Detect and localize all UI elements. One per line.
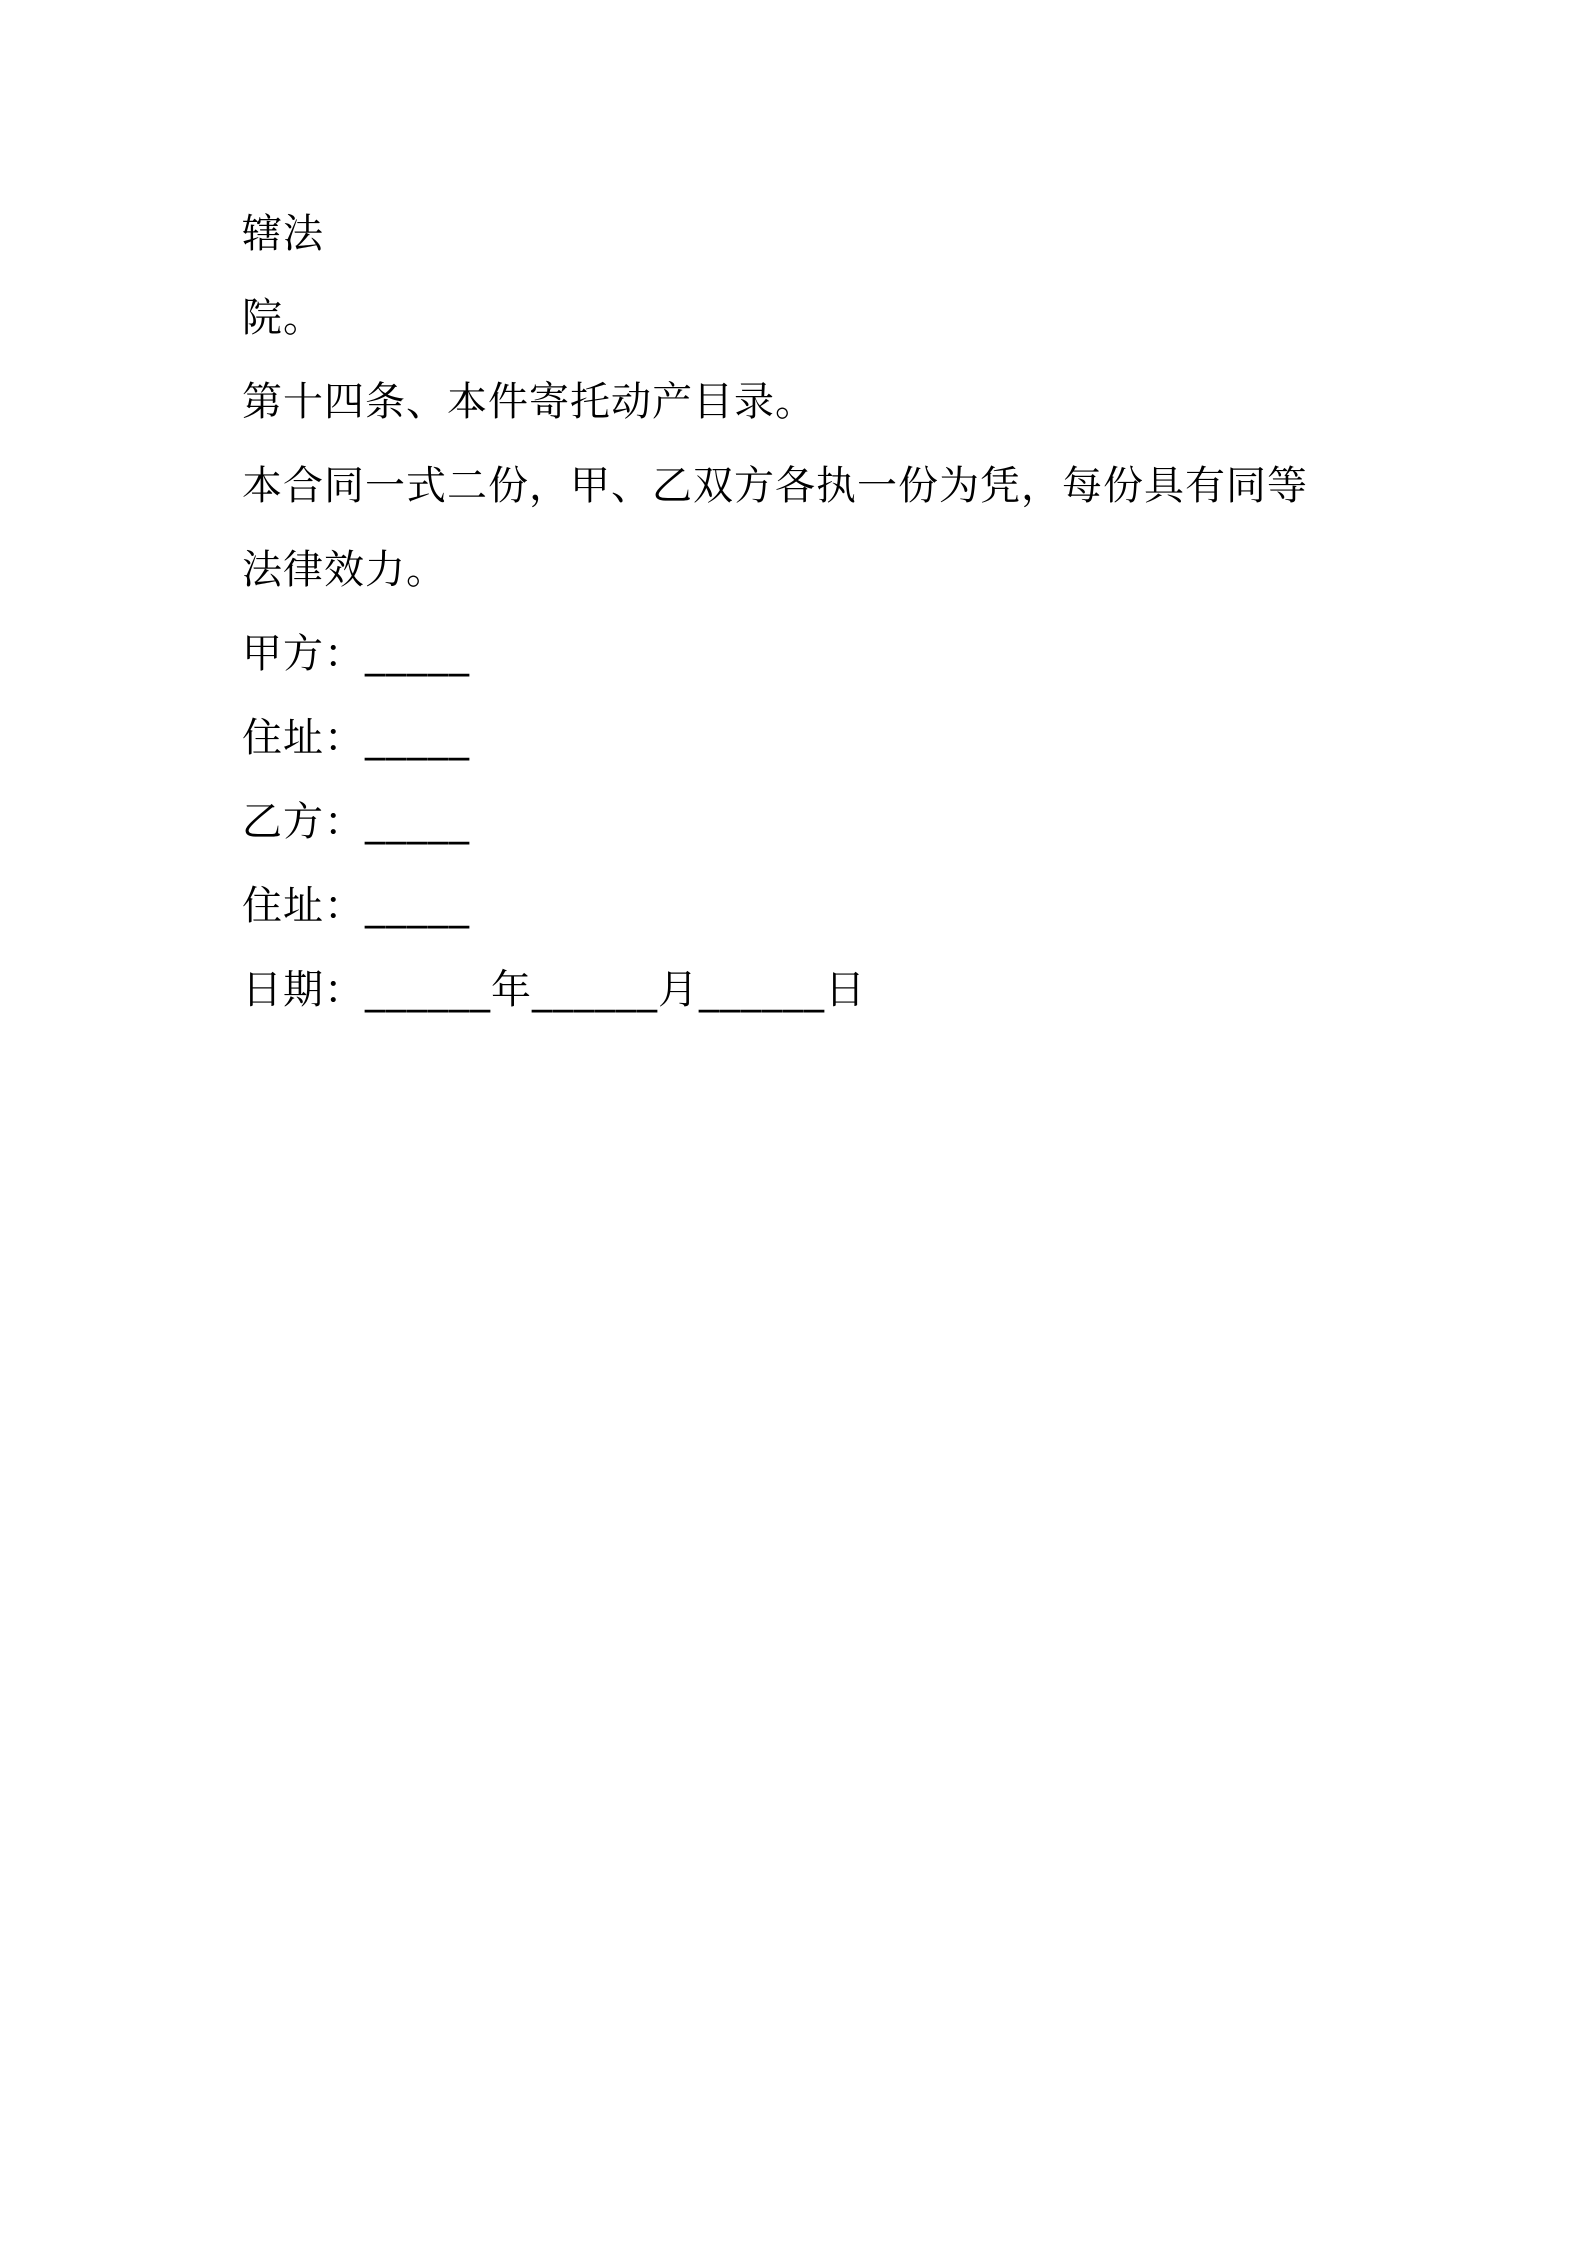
party-b-field: 乙方：_____ [242,799,470,845]
text-line-jurisdiction-part2: 院。 [242,295,324,341]
party-b-address-field: 住址：_____ [242,883,470,929]
text-line-jurisdiction-part1: 辖法 [242,211,324,257]
document-body [242,192,1352,1032]
article-14-heading: 第十四条、本件寄托动产目录。 [242,379,816,425]
copies-clause-line1: 本合同一式二份，甲、乙双方各执一份为凭，每份具有同等 [242,463,1308,509]
party-a-address-field: 住址：_____ [242,715,470,761]
date-field: 日期：______年______月______日 [242,967,866,1013]
copies-clause-line2: 法律效力。 [242,547,447,593]
party-a-field: 甲方：_____ [242,631,470,677]
